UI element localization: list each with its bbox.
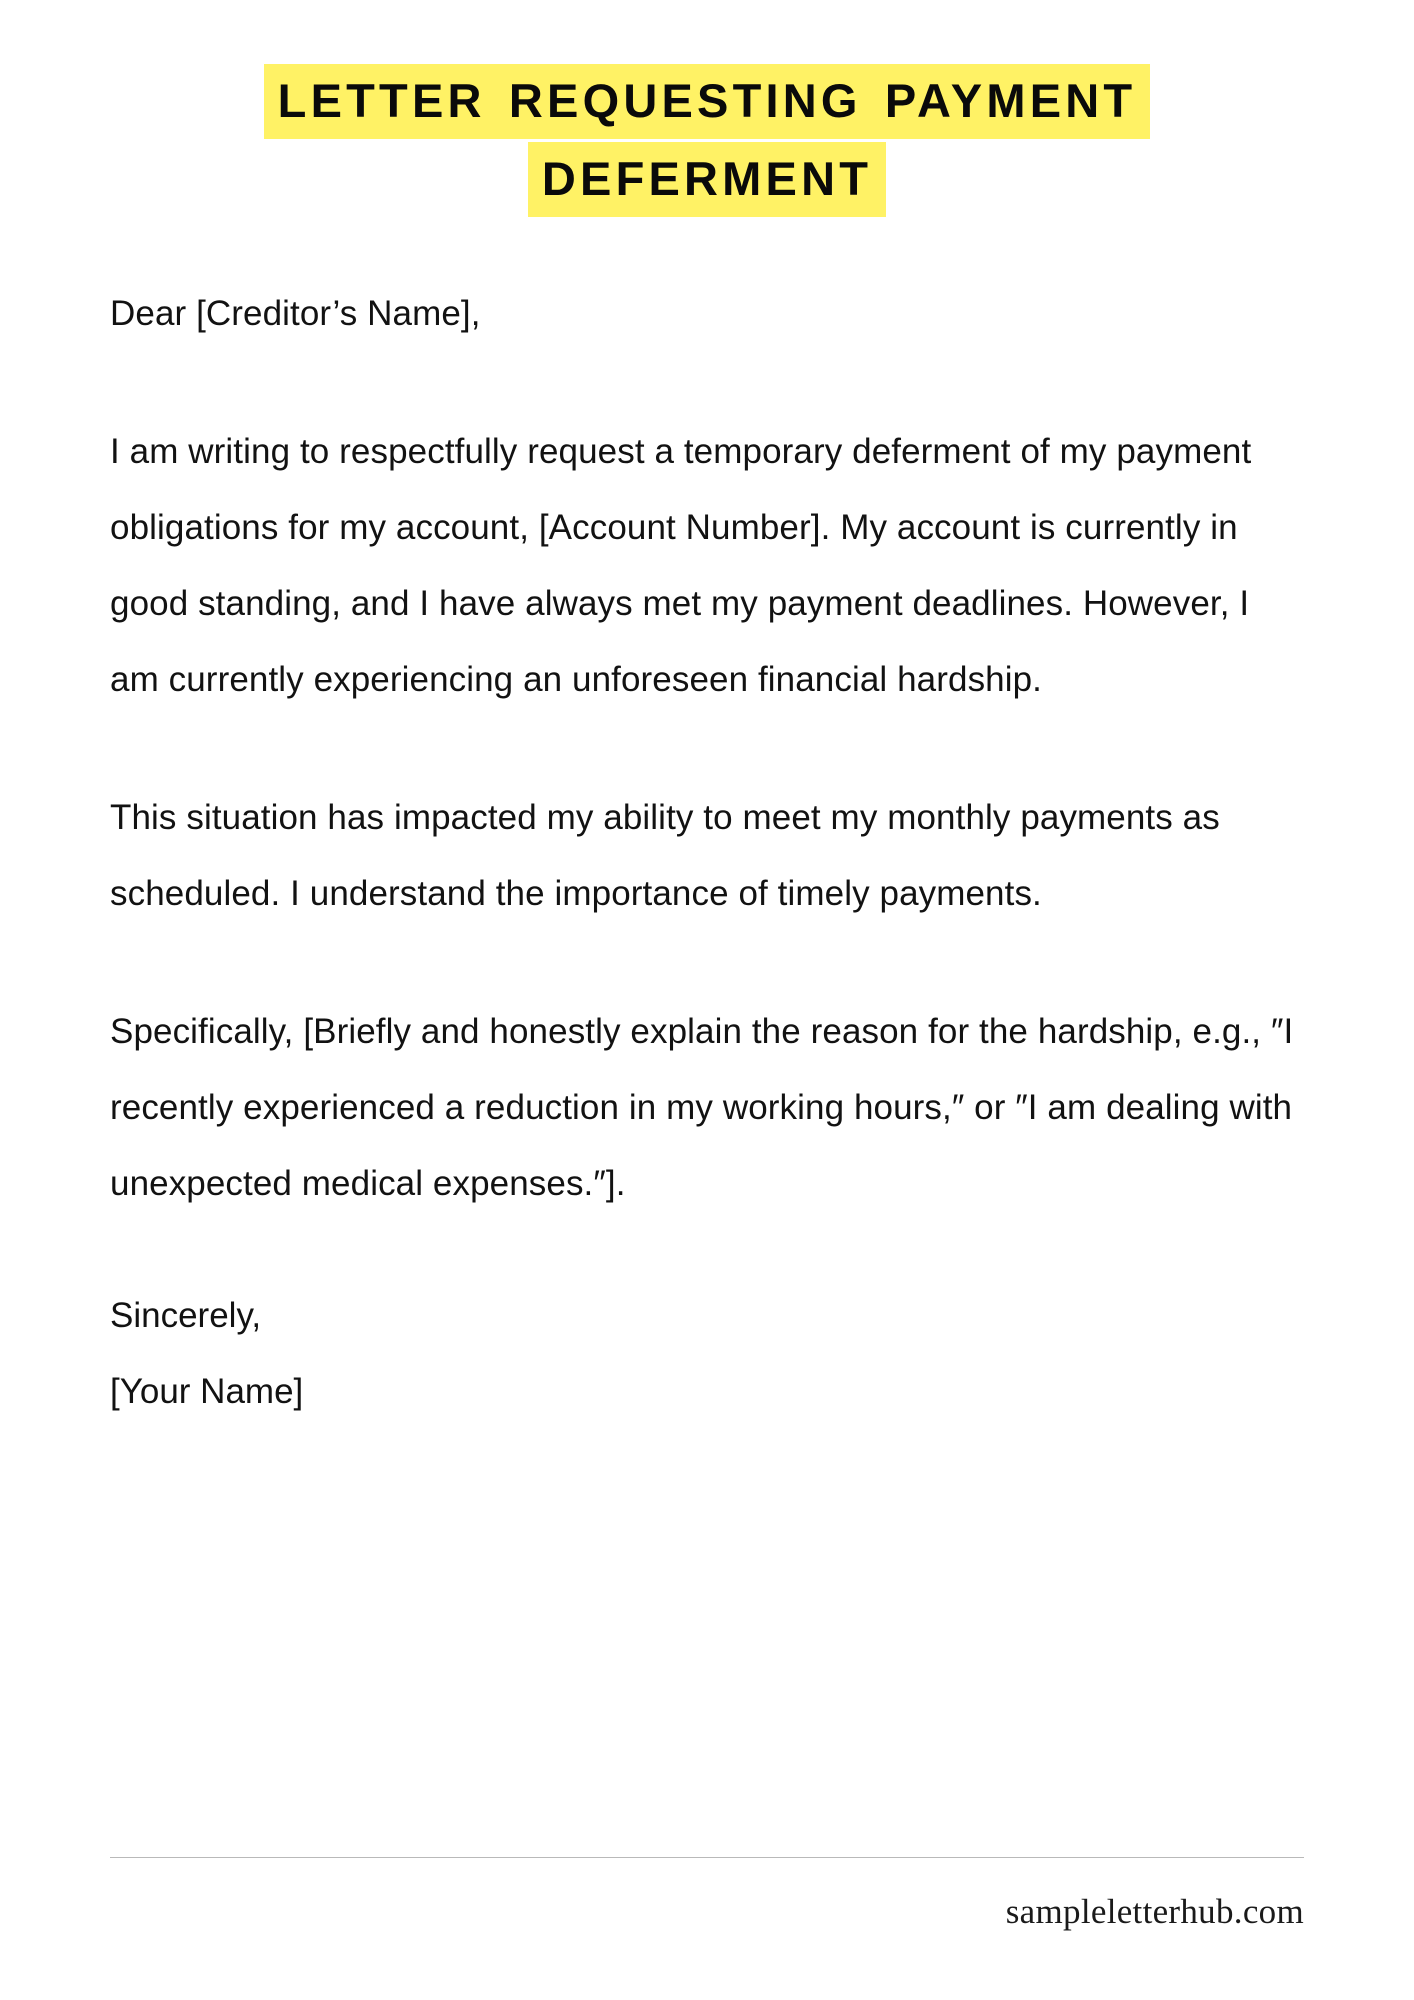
body-paragraph-1: I am writing to respectfully request a temporary deferment of my payment obligations for my account, [Account Number]. My account is currently in good standing, and I have always met my payment deadlines. However, I am currently experiencing an unforeseen financial hardship. bbox=[110, 432, 1252, 699]
letter-body bbox=[0, 276, 1414, 1430]
signature-block bbox=[110, 1278, 1304, 1430]
salutation: Dear [Creditor’s Name], bbox=[110, 294, 481, 333]
body-paragraph-2: This situation has impacted my ability to meet my monthly payments as scheduled. I understand the importance of timely payments. bbox=[110, 798, 1220, 913]
footer-website: sampleletterhub.com bbox=[1005, 1892, 1304, 1931]
title-line-2: DEFERMENT bbox=[528, 142, 886, 217]
title-line-1: LETTER REQUESTING PAYMENT bbox=[264, 64, 1151, 139]
document-title-block bbox=[0, 0, 1414, 218]
footer-divider bbox=[110, 1857, 1304, 1858]
body-paragraph-3: Specifically, [Briefly and honestly explain the reason for the hardship, e.g., ″I recently experienced a reduction in my working hours,″ or ″I am dealing with unexpected medical expenses.″]. bbox=[110, 1012, 1294, 1203]
closing-salutation: Sincerely, bbox=[110, 1296, 262, 1335]
signature-name: [Your Name] bbox=[110, 1372, 304, 1411]
page-title bbox=[100, 62, 1314, 218]
page-footer bbox=[110, 1857, 1304, 1932]
